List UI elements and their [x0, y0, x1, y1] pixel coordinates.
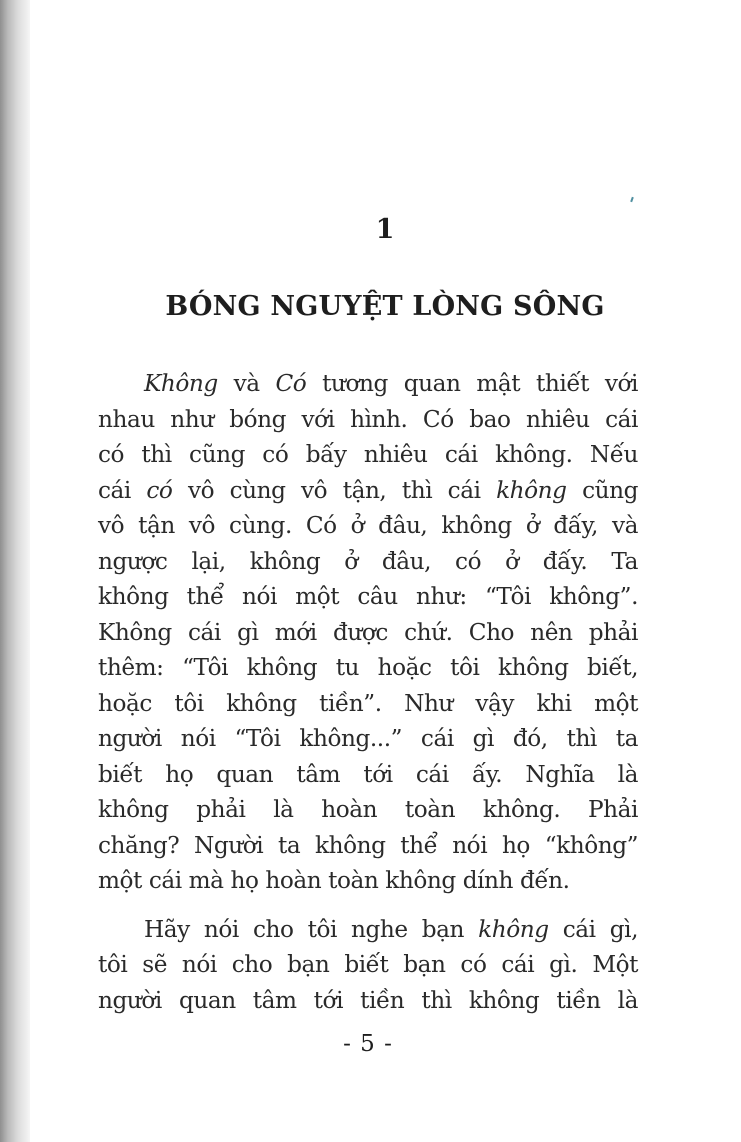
text-span: vô cùng vô tận, thì cái	[172, 476, 497, 504]
text-span: và	[217, 370, 276, 397]
body-text	[98, 366, 638, 1031]
page-number: - 5 -	[343, 1031, 393, 1057]
text-line	[98, 366, 638, 402]
text-line: biết họ quan tâm tới cái ấy. Nghĩa là	[98, 760, 638, 788]
text-line	[98, 912, 638, 948]
book-gutter-shadow	[0, 0, 30, 1142]
text-line: không phải là hoàn toàn không. Phải	[98, 796, 638, 823]
text-span: cũng	[566, 476, 638, 504]
text-line: người quan tâm tới tiền thì không tiền là	[98, 986, 638, 1014]
text-line: chăng? Người ta không thể nói họ “không”	[98, 831, 638, 859]
text-line: vô tận vô cùng. Có ở đâu, không ở đấy, và	[98, 512, 638, 539]
book-page	[98, 0, 638, 1142]
text-line: nhau như bóng với hình. Có bao nhiêu cái	[98, 405, 638, 433]
text-span: cái	[98, 476, 147, 504]
text-span: tương quan mật thiết với	[306, 370, 638, 397]
text-line: Không cái gì mới được chứ. Cho nên phải	[98, 618, 638, 646]
italic-word: Không	[144, 370, 218, 397]
text-line: thêm: “Tôi không tu hoặc tôi không biết,	[98, 654, 638, 681]
paragraph-2	[98, 912, 638, 1019]
italic-word: không	[496, 476, 567, 504]
text-line: người nói “Tôi không...” cái gì đó, thì ta	[98, 725, 638, 752]
text-span: Hãy nói cho tôi nghe bạn	[144, 915, 479, 943]
text-span: cái gì,	[548, 915, 638, 943]
chapter-number: 1	[375, 214, 395, 245]
chapter-title: BÓNG NGUYỆT LÒNG SÔNG	[165, 291, 605, 322]
italic-word: Có	[275, 370, 307, 397]
italic-word: không	[478, 915, 549, 943]
italic-word: có	[146, 476, 173, 504]
text-line	[98, 473, 638, 509]
paragraph-1	[98, 366, 638, 899]
text-line: hoặc tôi không tiền”. Như vậy khi một	[98, 689, 638, 717]
text-line: một cái mà họ hoàn toàn không dính đến.	[98, 867, 570, 894]
text-line: tôi sẽ nói cho bạn biết bạn có cái gì. Một	[98, 951, 638, 978]
text-line: không thể nói một câu như: “Tôi không”.	[98, 583, 638, 610]
text-line: có thì cũng có bấy nhiêu cái không. Nếu	[98, 441, 638, 468]
text-line: ngược lại, không ở đâu, có ở đấy. Ta	[98, 547, 638, 575]
